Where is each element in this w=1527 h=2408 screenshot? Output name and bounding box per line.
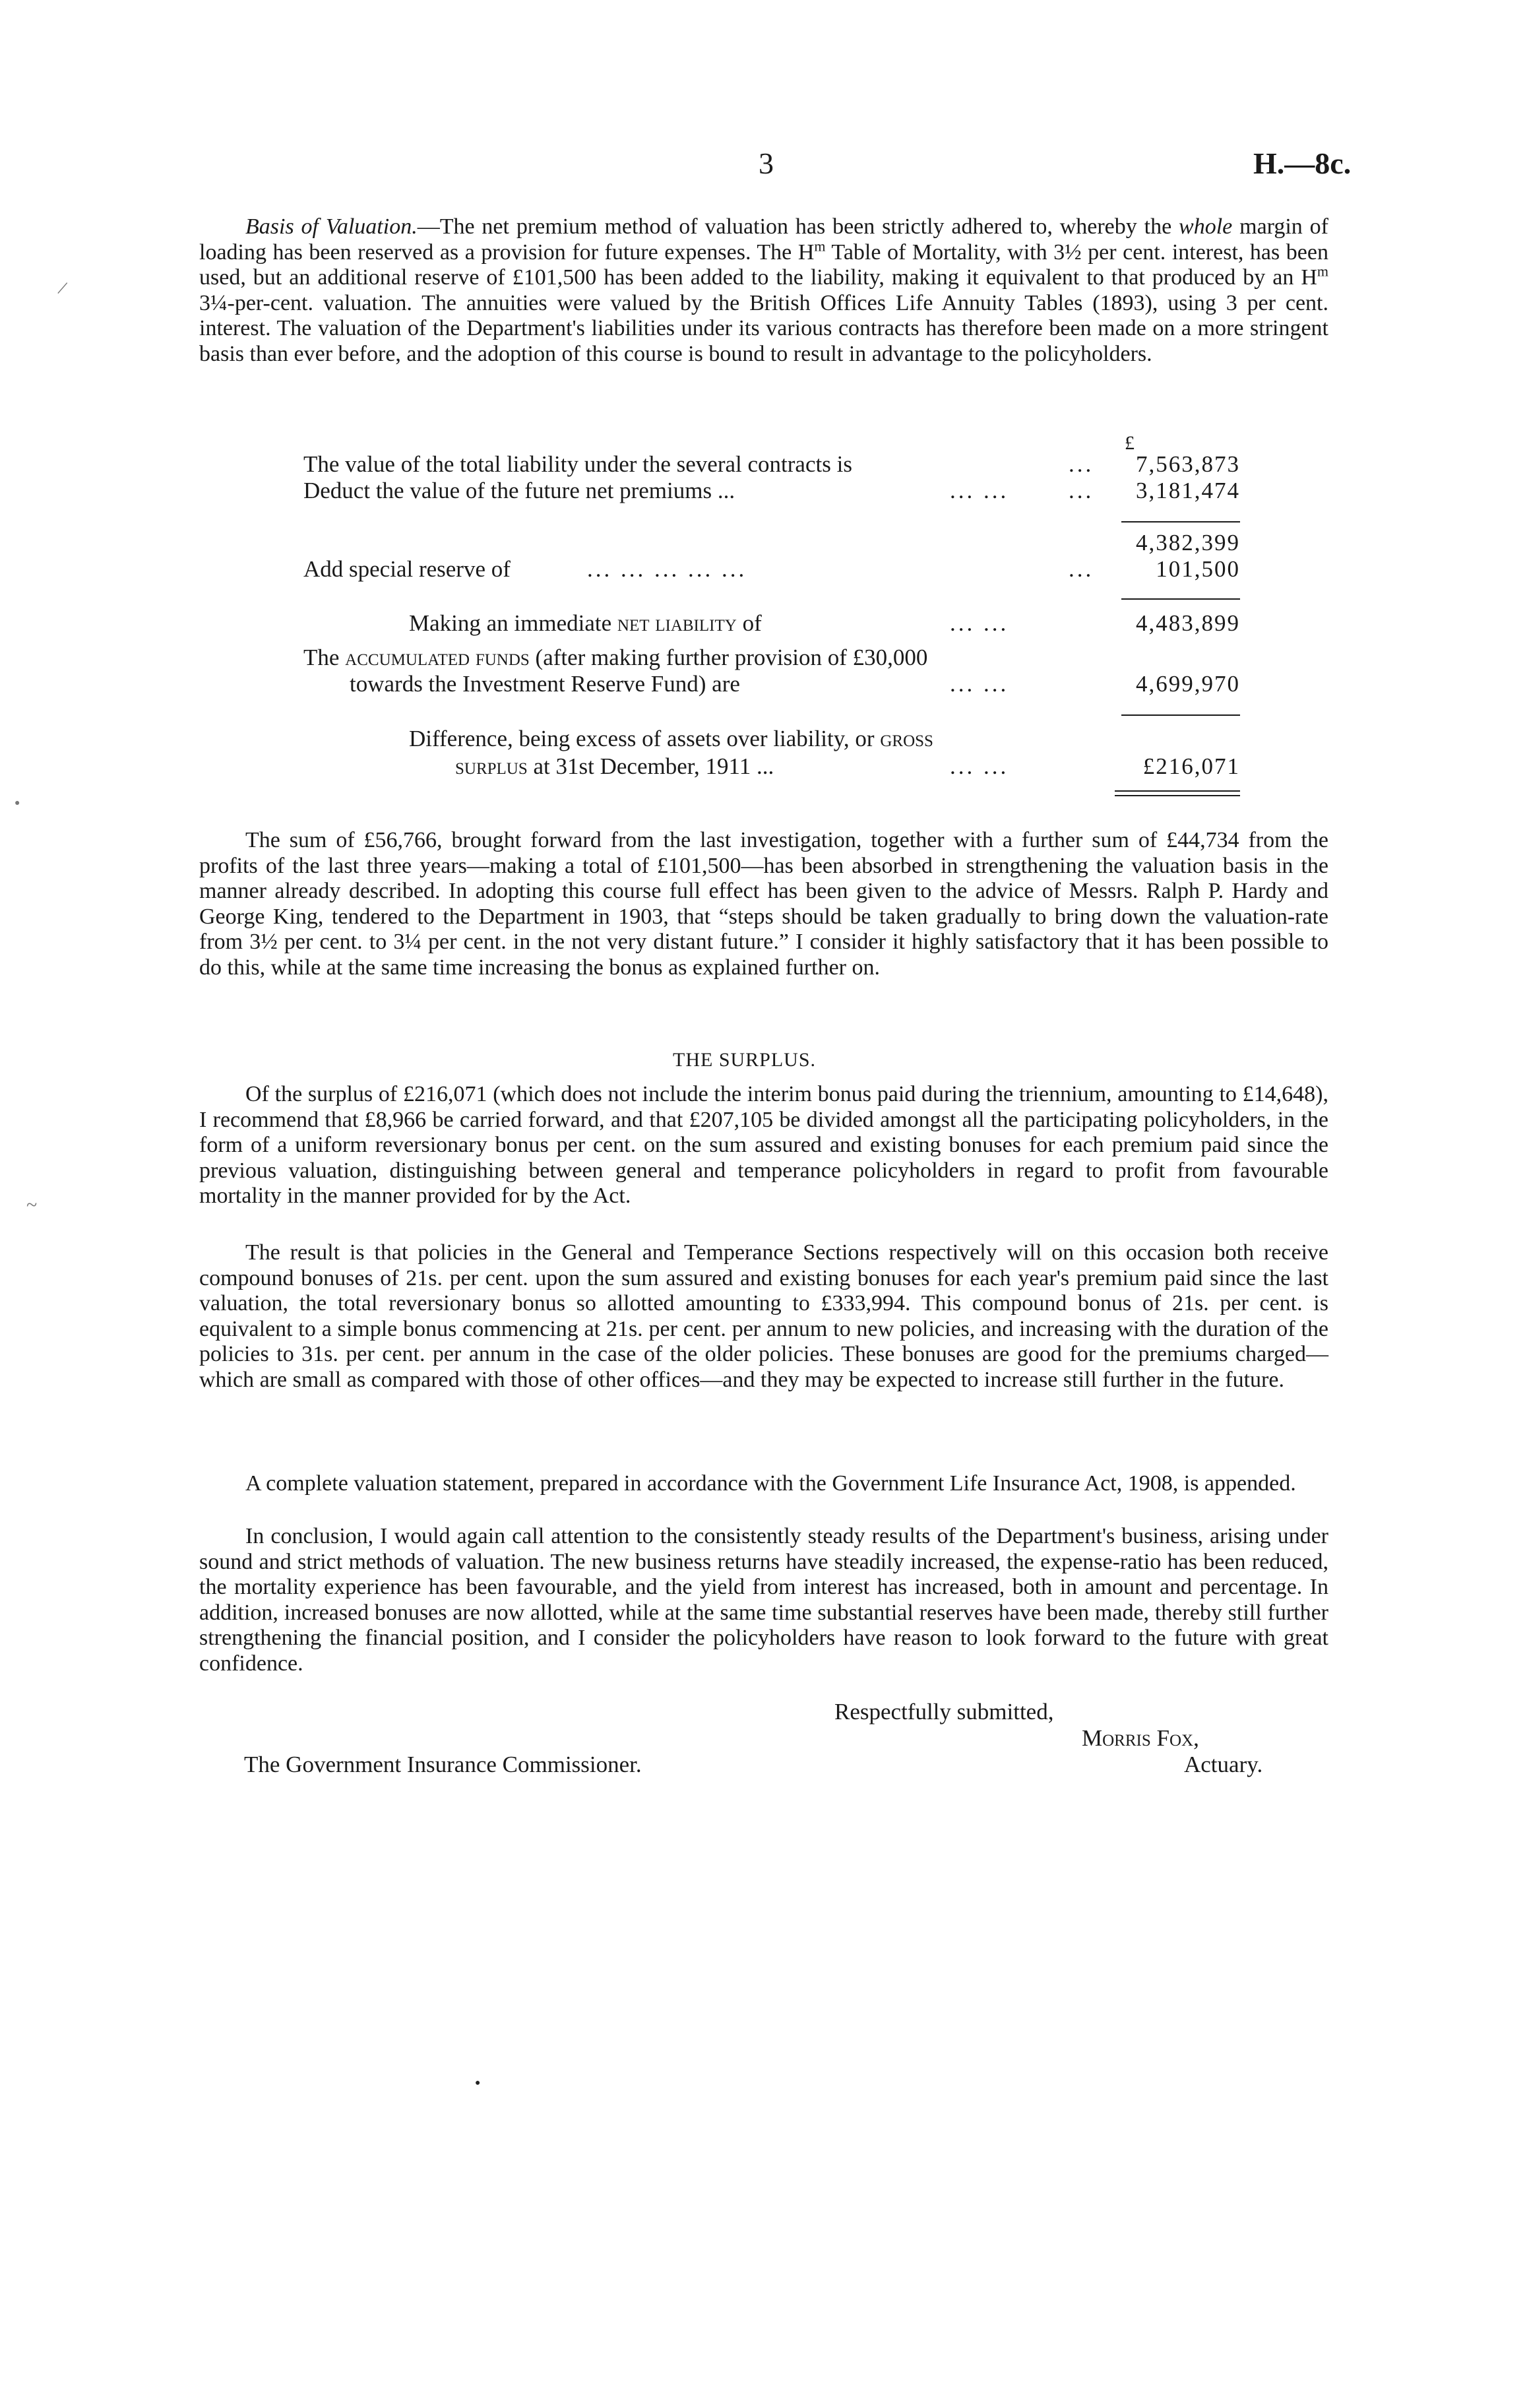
surplus-rule [1121,714,1240,716]
signatory-title: Actuary. [1184,1752,1263,1777]
document-reference: H.—8c. [1253,146,1352,180]
surplus-paragraph-3: A complete valuation statement, prepared in accordance with the Government Life Insurance Act, 1908, is appended. [245,1471,1296,1496]
surplus-paragraph-1: Of the surplus of £216,071 (which does not include the interim bonus paid during the triennium, amounting to £14,648), I recommend that £8,966 be carried forward, and that £207,105 be divided amongst all the participating policyholders, in the form of a uniform reversionary bonus per cent. on the sum assured and existing bonuses for each premium paid since the previous valuation, distinguishing between general and temperance policyholders in regard to profit from favourable mortality in the manner provided for by the Act. [199,1082,1328,1208]
basis-of-valuation-paragraph: Basis of Valuation.—The net premium method of valuation has been strictly adhered to, whereby the whole margin of loading has been reserved as a provision for future expenses. The $H^m$ Table of Mortality, with 3½ per cent. interest, has been used, but an additional reserve of £101,500 has been added to the liability, making it equivalent to that produced by an $H^m$ 3¼-per-cent. valuation. The annuities were valued by the British Offices Life Annuity Tables (1893), using 3 per cent. interest. The valuation of the Department's liabilities under its various contracts has therefore been made on a more stringent basis than ever before, and the adoption of this course is bound to result in advantage to the policyholders. [199,214,1328,366]
currency-heading: £ [1125,432,1135,454]
surplus-heading: THE SURPLUS. [673,1049,817,1071]
scan-mark: ● [15,798,20,808]
addressee: The Government Insurance Commissioner. [244,1752,642,1777]
scan-mark: ● [475,2078,481,2088]
document-page: 3 H.—8c. Basis of Valuation.—The net premium method of valuation has been strictly adhered to, whereby the whole margin of loading has been reserved as a provision for future expenses. The $H^m$ Table of Mortality, with 3½ per cent. interest, has been used, but an additional reserve of £101,500 has been added to the liability, making it equivalent to that produced by an $H^m$ 3¼-per-cent. valuation. The annuities were valued by the British Offices Life Annuity Tables (1893), using 3 per cent. interest. The valuation of the Department's liabilities under its various contracts has therefore been made on a more stringent basis than ever before, and the adoption of this course is bound to result in advantage to the policyholders. £ The value of the total liability under the several contracts is ... 7,563,873 Deduct the value of the future net premiums ... ... ... ... 3,181,474 4,382,399 Add special reserve of ... ... ... ... ... ... 101,500 Making an immediate net liability of ... ... 4,483,899 The accumulated funds (after making further provision of £30,000 towards the Investment Reserve Fund) are ... ... 4,699,970 Difference, being excess of assets over liability, or gross surplus at 31st December, 1911 ... ... ... £216,071 The sum of £56,766, brought forward from the last investigation, together with a further sum of £44,734 from the profits of the last three years—making a total of £101,500—has been absorbed in strengthening the valuation basis in the manner already described. In adopting this course full effect has been given to the advice of Messrs. Ralph P. Hardy and George King, tendered to the Department in 1903, that “steps should be taken gradually to bring down the valuation-rate from 3½ per cent. to 3¼ per cent. in the not very distant future.” I consider it highly satisfactory that it has been possible to do this, while at the same time increasing the bonus as explained further on. THE SURPLUS. Of the surplus of £216,071 (which does not include the interim bonus paid during the triennium, amounting to £14,648), I recommend that £8,966 be carried forward, and that £207,105 be divided amongst all the participating policyholders, in the form of a uniform reversionary bonus per cent. on the sum assured and existing bonuses for each premium paid since the previous valuation, distinguishing between general and temperance policyholders in regard to profit from favourable mortality in the manner provided for by the Act. The result is that policies in the General and Temperance Sections respectively will on this occasion both receive compound bonuses of 21s. per cent. upon the sum assured and existing bonuses for each year's premium paid since the last valuation, the total reversionary bonus so allotted amounting to £333,994. This compound bonus of 21s. per cent. is equivalent to a simple bonus commencing at 21s. per cent. per annum to new policies, and increasing with the duration of the policies to 31s. per cent. per annum in the case of the older policies. These bonuses are good for the premiums charged—which are small as compared with those of other offices—and they may be expected to increase still further in the future. A complete valuation statement, prepared in accordance with the Government Life Insurance Act, 1908, is appended. In conclusion, I would again call attention to the consistently steady results of the Department's business, arising under sound and strict methods of valuation. The new business returns have steadily increased, the expense-ratio has been reduced, the mortality experience has been favourable, and the yield from interest has increased, both in amount and percentage. In addition, increased bonuses are now allotted, while at the same time substantial reserves have been made, thereby still further strengthening the financial position, and I consider the policyholders have reason to look forward to the future with great confidence. Respectfully submitted, Morris Fox, The Government Insurance Commissioner. Actuary. \ ● ~ ● [15,146,1352,2088]
respectfully-submitted: Respectfully submitted, [834,1699,1054,1725]
subtotal-rule [1121,521,1240,523]
gross-surplus-amount: £216,071 [1142,753,1240,779]
basis-title: Basis of Valuation. [245,214,418,239]
scan-mark: ~ [26,1194,38,1216]
surplus-paragraph-4: In conclusion, I would again call attention to the consistently steady results of the Department's business, arising under sound and strict methods of valuation. The new business returns have steadily increased, the expense-ratio has been reduced, the mortality experience has been favourable, and the yield from interest has increased, both in amount and percentage. In addition, increased bonuses are now allotted, while at the same time substantial reserves have been made, thereby still further strengthening the financial position, and I consider the policyholders have reason to look forward to the future with great confidence. [199,1524,1328,1676]
scan-mark: \ [51,280,73,296]
signatory-name: Morris Fox, [1082,1725,1199,1751]
sum-brought-forward-paragraph: The sum of £56,766, brought forward from the last investigation, together with a further sum of £44,734 from the profits of the last three years—making a total of £101,500—has been absorbed in strengthening the valuation basis in the manner already described. In adopting this course full effect has been given to the advice of Messrs. Ralph P. Hardy and George King, tendered to the Department in 1903, that “steps should be taken gradually to bring down the valuation-rate from 3½ per cent. to 3¼ per cent. in the not very distant future.” I consider it highly satisfactory that it has been possible to do this, while at the same time increasing the bonus as explained further on. [199,828,1328,980]
double-rule-bottom [1115,795,1240,796]
surplus-paragraph-2: The result is that policies in the General and Temperance Sections respectively will on this occasion both receive compound bonuses of 21s. per cent. upon the sum assured and existing bonuses for each year's premium paid since the last valuation, the total reversionary bonus so allotted amounting to £333,994. This compound bonus of 21s. per cent. is equivalent to a simple bonus commencing at 21s. per cent. per annum to new policies, and increasing with the duration of the policies to 31s. per cent. per annum in the case of the older policies. These bonuses are good for the premiums charged—which are small as compared with those of other offices—and they may be expected to increase still further in the future. [199,1240,1328,1392]
double-rule-top [1115,790,1240,792]
page-number: 3 [759,146,774,180]
net-liability-rule [1121,598,1240,600]
